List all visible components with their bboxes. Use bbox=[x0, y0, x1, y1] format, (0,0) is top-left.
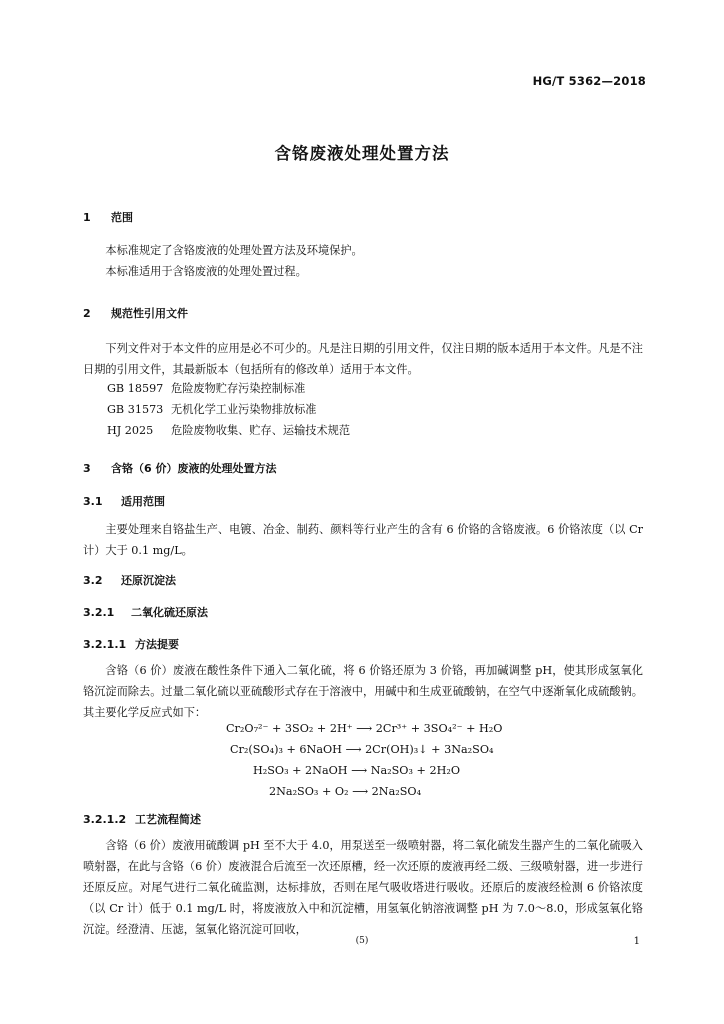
section-heading-3 bbox=[83, 460, 276, 476]
section-number: 3 bbox=[83, 462, 91, 475]
section-heading-1 bbox=[83, 209, 133, 225]
chemical-equation: Cr₂(SO₄)₃ + 6NaOH ⟶ 2Cr(OH)₃↓ + 3Na₂SO₄ bbox=[230, 743, 494, 756]
section-number: 1 bbox=[83, 211, 91, 224]
section-heading-3-2-1-2 bbox=[83, 811, 201, 827]
reference-name: 无机化学工业污染物排放标准 bbox=[171, 403, 317, 416]
section-title: 方法提要 bbox=[135, 638, 179, 651]
paragraph: 含铬（6 价）废液在酸性条件下通入二氧化硫，将 6 价铬还原为 3 价铬，再加碱调整 pH，使其形成氢氧化铬沉淀而除去。过量二氧化硫以亚硫酸形式存在于溶液中，用碱中和生成亚硫酸钠，在空气中逐渐氧化成硫酸钠。其主要化学反应式如下： bbox=[83, 664, 643, 719]
chemical-equation: H₂SO₃ + 2NaOH ⟶ Na₂SO₃ + 2H₂O bbox=[253, 764, 460, 777]
section-title: 规范性引用文件 bbox=[111, 307, 188, 320]
section-number: 2 bbox=[83, 307, 91, 320]
section-title: 含铬（6 价）废液的处理处置方法 bbox=[111, 462, 277, 475]
section-heading-3-2-1-1 bbox=[83, 636, 179, 652]
footer-code: (5) bbox=[355, 936, 369, 946]
section-heading-3-1 bbox=[83, 493, 165, 509]
reference-code: HJ 2025 bbox=[107, 424, 154, 437]
chemical-equation: 2Na₂SO₃ + O₂ ⟶ 2Na₂SO₄ bbox=[269, 785, 422, 798]
paragraph: 本标准规定了含铬废液的处理处置方法及环境保护。 bbox=[105, 244, 363, 257]
reference-item bbox=[107, 401, 316, 417]
section-title: 工艺流程简述 bbox=[135, 813, 201, 826]
section-title: 还原沉淀法 bbox=[121, 574, 176, 587]
section-heading-2 bbox=[83, 305, 188, 321]
reference-name: 危险废物贮存污染控制标准 bbox=[171, 382, 306, 395]
section-heading-3-2 bbox=[83, 572, 176, 588]
page-number: 1 bbox=[633, 936, 640, 947]
paragraph: 主要处理来自铬盐生产、电镀、冶金、制药、颜料等行业产生的含有 6 价铬的含铬废液。6 价铬浓度（以 Cr 计）大于 0.1 mg/L。 bbox=[83, 523, 643, 557]
section-title: 二氧化硫还原法 bbox=[131, 606, 208, 619]
section-heading-3-2-1 bbox=[83, 604, 208, 620]
reference-item bbox=[107, 422, 350, 438]
section-number: 3.2.1.2 bbox=[83, 813, 127, 826]
paragraph: 含铬（6 价）废液用硫酸调 pH 至不大于 4.0，用泵送至一级喷射器，将二氧化硫发生器产生的二氧化硫吸入喷射器，在此与含铬（6 价）废液混合后流至一次还原槽，经一次还原的废液再经二级、三级喷射器，进一步进行还原反应。对尾气进行二氧化硫监测，达标排放，否则在尾气吸收塔进行吸收。还原后的废液经检测 6 价铬浓度（以 Cr 计）低于 0.1 mg/L 时，将废液放入中和沉淀槽，用氢氧化钠溶液调整 pH 为 7.0～8.0，形成氢氧化铬沉淀。经澄清、压滤，氢氧化铬沉淀可回收， bbox=[83, 839, 643, 936]
reference-item bbox=[107, 380, 305, 396]
section-number: 3.2.1.1 bbox=[83, 638, 127, 651]
reference-code: GB 31573 bbox=[107, 403, 164, 416]
paragraph: 本标准适用于含铬废液的处理处置过程。 bbox=[105, 265, 307, 278]
section-number: 3.2.1 bbox=[83, 606, 115, 619]
section-title: 范围 bbox=[111, 211, 133, 224]
document-title: 含铬废液处理处置方法 bbox=[274, 144, 450, 163]
chemical-equation: Cr₂O₇²⁻ + 3SO₂ + 2H⁺ ⟶ 2Cr³⁺ + 3SO₄²⁻ + H₂O bbox=[226, 722, 503, 735]
section-number: 3.2 bbox=[83, 574, 103, 587]
paragraph: 下列文件对于本文件的应用是必不可少的。凡是注日期的引用文件，仅注日期的版本适用于本文件。凡是不注日期的引用文件，其最新版本（包括所有的修改单）适用于本文件。 bbox=[83, 342, 643, 376]
reference-code: GB 18597 bbox=[107, 382, 164, 395]
reference-name: 危险废物收集、贮存、运输技术规范 bbox=[171, 424, 351, 437]
standard-number: HG/T 5362—2018 bbox=[532, 74, 646, 88]
section-number: 3.1 bbox=[83, 495, 103, 508]
section-title: 适用范围 bbox=[121, 495, 165, 508]
